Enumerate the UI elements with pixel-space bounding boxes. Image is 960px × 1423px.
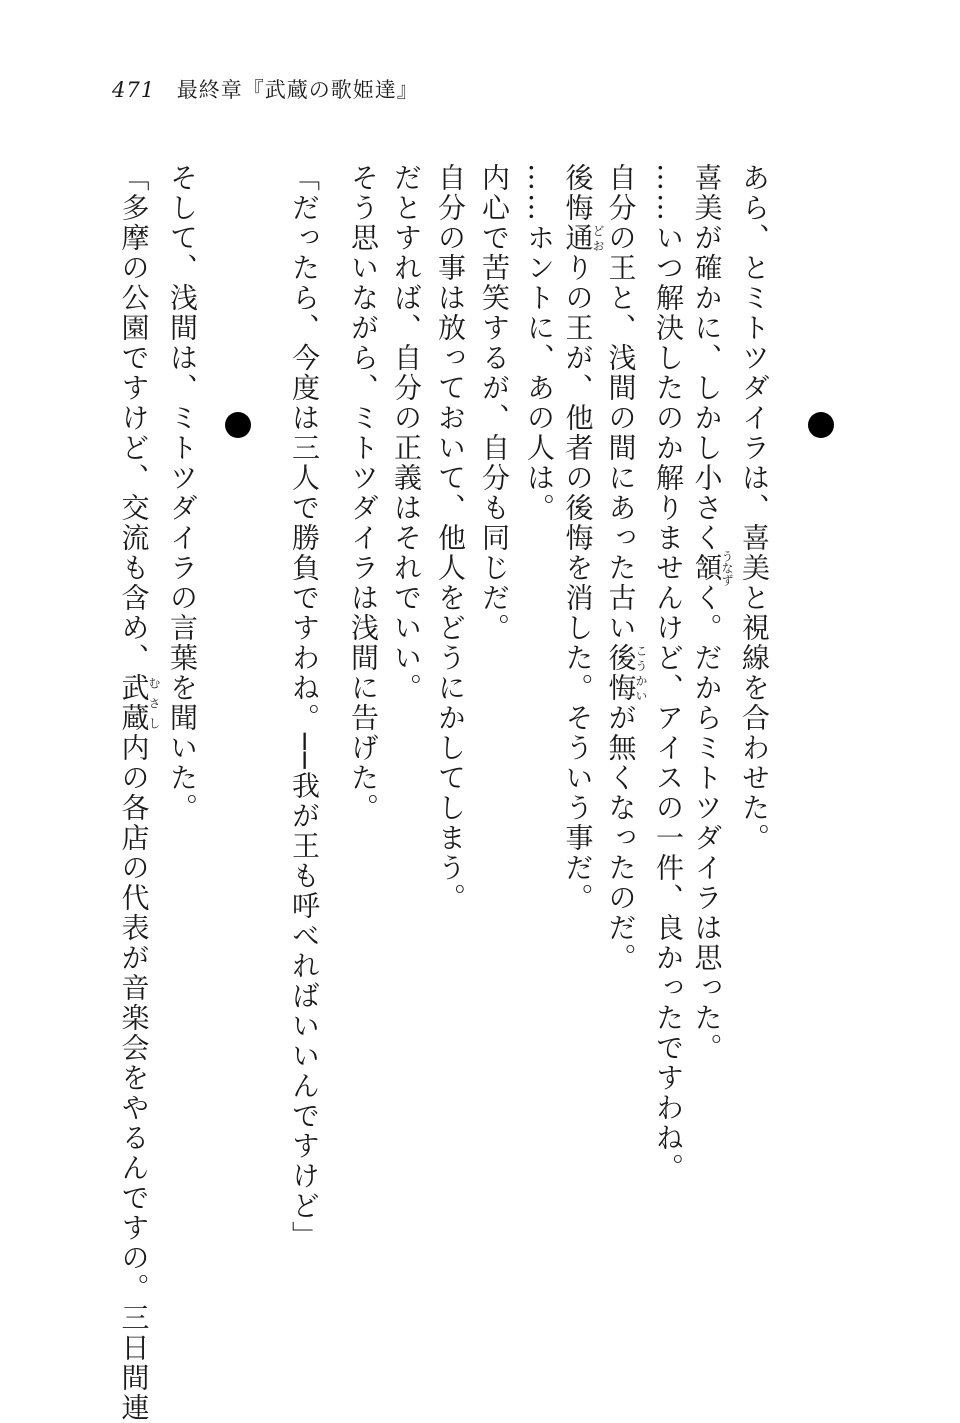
text-segment: りの王が、他者の後悔を消した。そういう事だ。 (561, 253, 595, 913)
ruby-base: 武蔵 (117, 673, 151, 733)
text-column (116, 163, 160, 1423)
text-segment: 自分の王と、浅間の間にあった古い (604, 163, 638, 643)
ruby-base: 後悔 (604, 643, 638, 703)
text-column (341, 163, 385, 823)
text-column (160, 163, 204, 823)
text-segment: 「だったら、今度は三人で勝負ですわね。──我が王も呼べればいいんですけど」 (288, 163, 321, 1251)
text-column (282, 163, 326, 1251)
text-segment: そして、浅間は、ミトツダイラの言葉を聞いた。 (166, 163, 199, 823)
ruby-annotation (690, 550, 734, 586)
page-header (112, 74, 419, 104)
text-column (428, 163, 472, 913)
text-segment: 「多摩の公園ですけど、交流も含め、 (117, 163, 151, 673)
section-break-dot-left (225, 412, 251, 438)
text-column (689, 163, 733, 1063)
text-column (646, 163, 690, 1183)
ruby-base: 通 (561, 223, 595, 253)
ruby-reading: うなず (720, 550, 734, 586)
text-column (472, 163, 516, 643)
text-segment: だとすれば、自分の正義はそれでいい。 (390, 163, 423, 703)
text-column (603, 163, 647, 973)
text-segment: 後悔 (561, 163, 595, 223)
ruby-base: 頷 (690, 550, 724, 586)
text-segment: 喜美が確かに、しかし小さく (690, 163, 724, 553)
text-column (517, 163, 561, 523)
text-segment: 内の各店の代表が音楽会をやるんですの。三日間連 (117, 733, 151, 1423)
text-segment: そう思いながら、ミトツダイラは浅間に告げた。 (347, 163, 380, 823)
ruby-reading: むさし (147, 673, 161, 733)
text-segment: ……ホントに、あの人は。 (523, 163, 556, 523)
text-segment: ……いつ解決したのか解りませんけど、アイスの一件、良かったですわね。 (652, 163, 685, 1183)
ruby-annotation (117, 673, 161, 733)
page-number: 471 (112, 78, 156, 102)
section-break-dot-right (808, 412, 834, 438)
text-segment: 自分の事は放っておいて、他人をどうにかしてしまう。 (434, 163, 467, 913)
text-segment: 内心で苦笑するが、自分も同じだ。 (478, 163, 511, 643)
text-segment: あら、とミトツダイラは、喜美と視線を合わせた。 (738, 163, 771, 853)
ruby-reading: こうかい (634, 643, 648, 703)
text-segment: が無くなったのだ。 (604, 703, 638, 973)
text-column (384, 163, 428, 703)
text-column (560, 163, 604, 913)
ruby-reading: どお (591, 223, 605, 253)
chapter-title: 最終章『武蔵の歌姫達』 (176, 78, 419, 102)
ruby-annotation (561, 223, 605, 253)
text-column (732, 163, 776, 853)
ruby-annotation (604, 643, 648, 703)
text-segment: く。だからミトツダイラは思った。 (690, 583, 724, 1063)
